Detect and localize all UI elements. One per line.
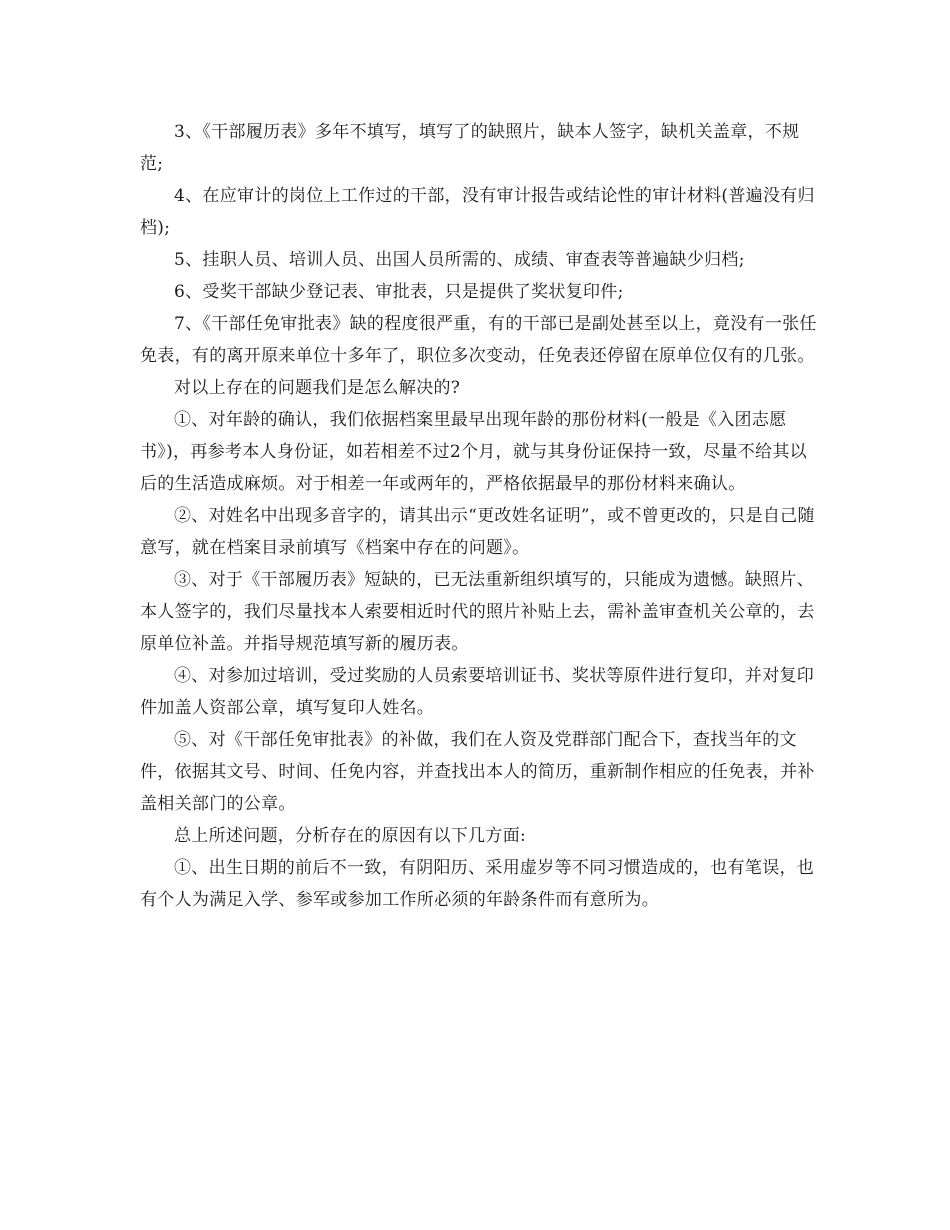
paragraph-item-7: 7、《干部任免审批表》缺的程度很严重，有的干部已是副处甚至以上，竟没有一张任免表，有的离开原来单位十多年了，职位多次变动，任免表还停留在原单位仅有的几张。	[140, 314, 817, 366]
paragraph-cause-1: ①、出生日期的前后不一致，有阴阳历、采用虚岁等不同习惯造成的，也有笔误，也有个人为满足入学、参军或参加工作所必须的年龄条件而有意所为。	[140, 858, 815, 910]
paragraph-solution-5: ⑤、对《干部任免审批表》的补做，我们在人资及党群部门配合下，查找当年的文件，依据其文号、时间、任免内容，并查找出本人的简历，重新制作相应的任免表，并补盖相关部门的公章。	[140, 730, 815, 814]
document-body	[140, 116, 820, 916]
paragraph-item-3: 3、《干部履历表》多年不填写，填写了的缺照片，缺本人签字，缺机关盖章，不规范;	[140, 122, 800, 174]
paragraph-solution-intro: 对以上存在的问题我们是怎么解决的?	[174, 378, 461, 398]
paragraph-item-4: 4、在应审计的岗位上工作过的干部，没有审计报告或结论性的审计材料(普遍没有归档);	[140, 186, 815, 238]
paragraph-item-5: 5、挂职人员、培训人员、出国人员所需的、成绩、审查表等普遍缺少归档;	[174, 250, 745, 270]
paragraph-cause-intro: 总上所述问题，分析存在的原因有以下几方面:	[174, 826, 527, 846]
paragraph-solution-3: ③、对于《干部履历表》短缺的，已无法重新组织填写的，只能成为遗憾。缺照片、本人签字的，我们尽量找本人索要相近时代的照片补贴上去，需补盖审查机关公章的，去原单位补盖。并指导规范填写新的履历表。	[140, 570, 815, 654]
paragraph-item-6: 6、受奖干部缺少登记表、审批表，只是提供了奖状复印件;	[174, 282, 624, 302]
paragraph-solution-2: ②、对姓名中出现多音字的，请其出示“更改姓名证明”，或不曾更改的，只是自己随意写，就在档案目录前填写《档案中存在的问题》。	[140, 506, 815, 558]
paragraph-solution-4: ④、对参加过培训，受过奖励的人员索要培训证书、奖状等原件进行复印，并对复印件加盖人资部公章，填写复印人姓名。	[140, 666, 815, 718]
paragraph-solution-1: ①、对年龄的确认，我们依据档案里最早出现年龄的那份材料(一般是《入团志愿书》)，再参考本人身份证，如若相差不过2个月，就与其身份证保持一致，尽量不给其以后的生活造成麻烦。对于相差一年或两年的，严格依据最早的那份材料来确认。	[140, 410, 807, 494]
